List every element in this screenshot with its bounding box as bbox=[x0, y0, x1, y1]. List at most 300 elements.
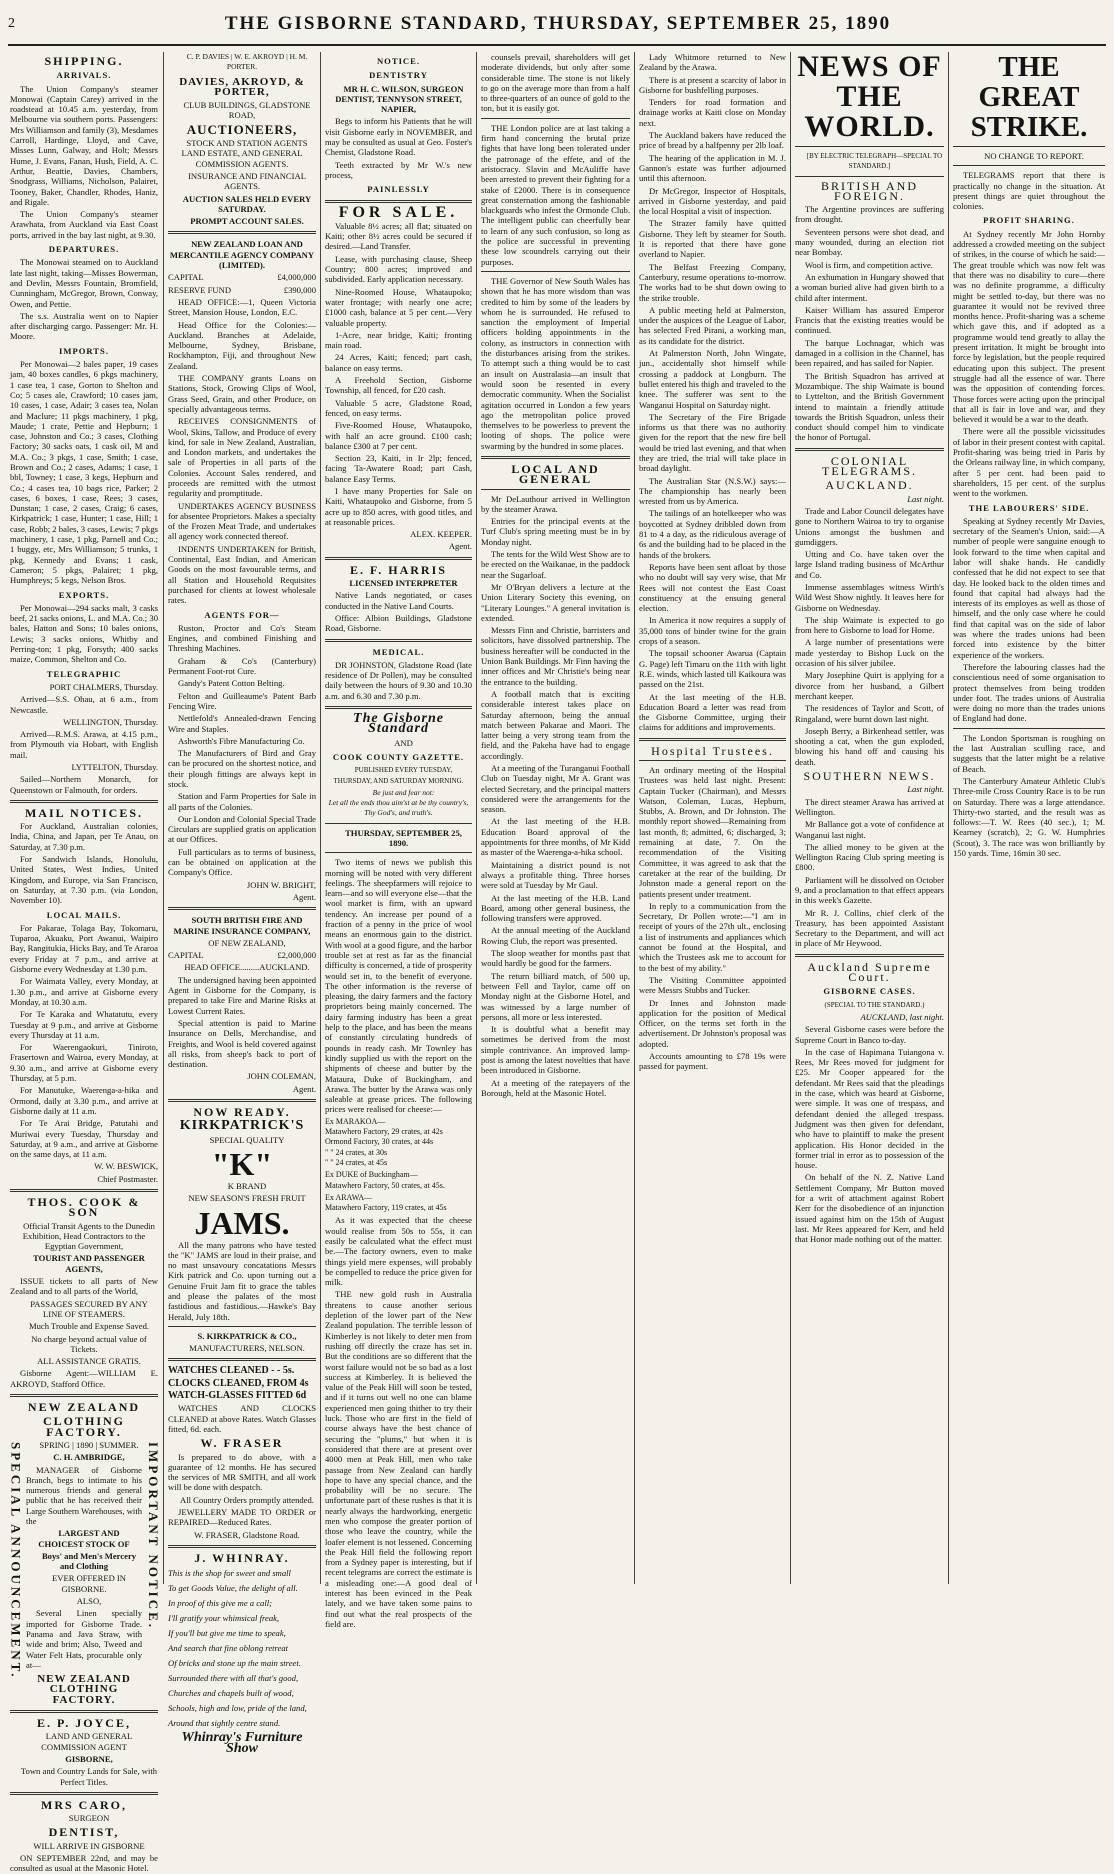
news-item: The British Squadron has arrived at Mozambique. The ship Waimate is bound to Lyttelton, and the British Government intend to maintain a friendly attitude towards the British Squadron, unless their conduct should compel him to vindicate the honor of Portugal. bbox=[795, 370, 944, 443]
harris-heading: E. F. HARRIS bbox=[350, 562, 447, 577]
sale-text: Valuable 8½ acres; all flat; situated on Kaiti; other 8½ acres could be secured if desired.—Land Transfer. bbox=[325, 220, 472, 252]
local-mail-text: For Waimata Valley, every Monday, at 1.30 p.m., and arrive at Gisborne every Monday, at 10.30 a.m. bbox=[10, 976, 158, 1007]
cook-text: ISSUE tickets to all parts of New Zealand and to all parts of the World, bbox=[10, 1276, 158, 1297]
column-great-strike bbox=[953, 52, 1105, 1584]
divider bbox=[795, 176, 944, 177]
nzloan-text: RECEIVES CONSIGNMENTS of Wool, Skins, Tallow, and Produce of every kind, for sale in New Zealand, Australian, and London markets, and undertakes the sale of Properties in all parts of the Colonies. Account Sales rendered, and proceeds are remitted with the utmost regularity and promptitude. bbox=[168, 416, 316, 499]
nzloan-text: INDENTS UNDERTAKEN for British, Continental, East Indian, and American Goods on the most favourable terms, and all Station and Household Requisites purchased for clients at lowest wholesale rates. bbox=[168, 543, 316, 606]
divider bbox=[10, 1710, 158, 1713]
divider bbox=[168, 231, 316, 234]
nz-clothing-ad bbox=[8, 1400, 161, 1706]
coleman-name: JOHN COLEMAN, bbox=[247, 1071, 316, 1082]
agents-text: Station and Farm Properties for Sale in all parts of the Colonies. bbox=[168, 791, 316, 812]
divider bbox=[168, 1358, 316, 1361]
nz-stock-3: EVER OFFERED IN GISBORNE. bbox=[51, 1573, 126, 1594]
divider bbox=[639, 760, 786, 761]
local-item: A football match that is exciting considerable interest takes place on Saturday afternoon, being the annual match between Pakarae and Maori. The latter being a very strong team from the field, and the Pakeha have had to engage accordingly. bbox=[481, 688, 630, 761]
divider bbox=[481, 118, 630, 119]
cook-heading: THOS. COOK & SON bbox=[27, 1194, 141, 1220]
divider bbox=[10, 800, 158, 803]
local-item: Dr McGregor, Inspector of Hospitals, arrived in Gisborne yesterday, and paid the local Hospital a visit of inspection. bbox=[639, 185, 786, 217]
mail-text: For Auckland, Australian colonies, India, China, and Japan, per Te Anau, on Saturday, at 7.30 p.m. bbox=[10, 821, 158, 852]
harris-text: Native Lands negotiated, or cases conducted in the Native Land Courts. bbox=[325, 590, 472, 611]
paper-pub: PUBLISHED EVERY TUESDAY, THURSDAY, AND SATURDAY MORNING. bbox=[333, 766, 464, 785]
news-item: The allied money to be given at the Wellington Racing Club spring meeting is £800. bbox=[795, 841, 944, 873]
bright-name: JOHN W. BRIGHT, bbox=[246, 879, 316, 890]
editorial-text: counsels prevail, shareholders will get moderate dividends, but only after some considerable time. The stone is not likely to go on the average more than from a half to three-quarters of an ounce of gold to the ton, but it is easily got. bbox=[481, 52, 630, 114]
editorial-text: As it was expected that the cheese would realise from 50s to 55s, it can easily be calculated what the effect must be.—The factory owners, even to make things yield mere expenses, will probably be compelled to reduce the price given for milk. bbox=[325, 1215, 472, 1288]
capital-label: CAPITAL bbox=[168, 272, 204, 283]
cook-sub: Official Transit Agents to the Dunedin Exhibition, Head Contractors to the Egyptian Government, bbox=[22, 1220, 155, 1252]
imports-text: Per Monowai—2 bales paper, 19 cases jam, 40 boxes candles, 6 pkgs machinery, 1 case tea, 1 case, Gorton to Shelton and Co; 5 cases ale, Crawford; 10 cases jam, 10 cases, 1 case, Adair; 3 cases tea, Nolan and Maclure; 11 pkgs machinery, 1 pkg, Maude; 1 crate, Pettie and Hepburn; 1 case, Johnston and Co.; 3 cases, Clothing Factory; 30 sacks oats, 1 cask oil, M and M.A. Co.; 3 pkgs, 1 case, Smith; 1 case, Brown and Co.; 2 cases, Adams; 1 case, 1 bbl, Towney; 1 case, 3 kegs, Hepburn and Co.; 4 cases tea, 10 bags rice, Parker; 2 cases, 6 boxes, 1 case, Rees; 3 cases, Dunstan; 1 case, 2 cases, Craig; 6 cases, Kirkpatrick; 1 case, Hunter; 1 case, Hill; 1 case, Robb; 2 bales, 3 cases, Lewis; 7 pkgs machinery, 1 case, 1 pkg, Parnell and Co.; 1 buggy, etc, Mrs Williamson; 5 trunks, 1 pkg, Kennedy and Evans; 1 cask, Cameron; 5 pkgs, Palairet; 1 pkg, Humphreys; 5 kegs, Nelson Bros. bbox=[10, 359, 158, 586]
editorial-text: THE new gold rush in Australia threatens to cause another serious depletion of the lower part of the New Zealand population. The terrible lesson of Kimberley is not likely to deter men from rushing off directly the craze has set in. But the conditions are so different that the worst failure would not be so bad as a lost success at Kimberley. It is believed the value of the Peak Hill will soon be tested, and if it turns out well no one can blame experienced men going thither to try their luck. Those who are first in the field of course always have the best chance of securing the "plums," but when it is considered that there are at present over 4000 men at Peak Hill, men who take passage from New Zealand can hardly hope to have any special chance, and the probability will be no secure. The unfortunate part of these rushes is that it is nearly always the hardworking, energetic men who compose the greater portion of those who leave the country, while the loafer element is not lessened. Concerning the Peak Hill field the following report from a Sydney paper is interesting, but if recent telegrams are correct the estimate is a misleading one:—A good deal of interest has been evinced in the Peak lately, and we have taken some pains to find out what the real prospects of the field are. bbox=[325, 1289, 472, 1629]
hospital-text: Dr Innes and Johnston made application for the position of Medical Officer, on the terms set forth in the advertisement. Dr Johnston's proposal was adopted. bbox=[639, 997, 786, 1049]
agents-text: Full particulars as to terms of business, can be obtained on application at the Company's Office. bbox=[168, 846, 316, 878]
kirk-sub: SPECIAL QUALITY bbox=[209, 1134, 285, 1145]
local-item: It is doubtful what a benefit may sometimes be derived from the most simple contrivance. An improved lamp-post is among the latest novelties that have been introduced in Gisborne. bbox=[481, 1024, 630, 1076]
firm-name: DAVIES, AKROYD, & PORTER, bbox=[179, 75, 305, 98]
sbfm-text: The undersigned having been appointed Agent in Gisborne for the Company, is prepared to take Fire and Marine Risks at Lowest Current Rates. bbox=[168, 974, 316, 1016]
colonial-heading: COLONIAL TELEGRAMS. bbox=[822, 453, 917, 479]
arrivals-heading: ARRIVALS. bbox=[56, 70, 112, 81]
local-item: At a meeting of the Turanganui Football Club on Tuesday night, Mr A. Grant was elected Secretary, and the principal matters considered were the arrangements for the season. bbox=[481, 763, 630, 815]
caro-text: WILL ARRIVE IN GISBORNE bbox=[33, 1840, 145, 1851]
tele-text: Arrived—S.S. Ohau, at 6 a.m., from Newcastle. bbox=[10, 694, 158, 715]
local-item: Messrs Finn and Christie, barristers and solicitors, have dissolved partnership. The business hereafter will be conducted in the Union Bank Buildings. Mr Finn having the inner offices and Mr Christie's being near the entrance to the building. bbox=[481, 625, 630, 687]
agents-text: Ashworth's Fibre Manufacturing Co. bbox=[178, 735, 305, 746]
sbfm-heading: SOUTH BRITISH FIRE AND MARINE INSURANCE COMPANY, bbox=[173, 915, 311, 936]
local-item: A public meeting held at Palmerston, under the auspices of the League of Labor, has selected Fred Pirani, a working man, as its candidate for the district. bbox=[639, 304, 786, 346]
for-sale-heading: FOR SALE. bbox=[338, 203, 459, 221]
news-item: Mary Josephine Quirt is applying for a divorce from her husband, a Gilbert merchant keeper. bbox=[795, 670, 944, 701]
capital-line bbox=[168, 272, 316, 282]
arrivals-text-2: The Union Company's steamer Arawhata, from Auckland via East Coast ports, arrived in the bay last night, at 9.30. bbox=[10, 209, 158, 240]
nzloan-text: Head Office for the Colonies:—Auckland. Branches at Adelaide, Melbourne, Sydney, Brisbane, Rockhampton, Fiji, and throughout New Zealand. bbox=[168, 319, 316, 371]
departures-text-2: The s.s. Australia went on to Napier after discharging cargo. Passenger: Mr. H. Moore. bbox=[10, 310, 158, 342]
tele-place: WELLINGTON, Thursday. bbox=[63, 716, 158, 727]
editorial-text: THE London police are at last taking a firm hand concerning the brutal prize fights that have long been tolerated under the patronage of the effete, and of the aristocracy. Slavin and McAuliffe have been arrested to prevent their fighting for a stake of £2000. There is in consequence great consternation among the fashionable blackguards who infest the Ormonde Club. The intelligent public can cheerfully bear to learn of any such confusion, so long as the police are successful in preventing these low scoundrels carrying out their purposes. bbox=[481, 122, 630, 267]
hospital-heading: Hospital Trustees. bbox=[651, 743, 774, 758]
strike-text: TELEGRAMS report that there is practically no change in the situation. At present things are quiet throughout the colonies. bbox=[953, 170, 1105, 212]
news-item: The Argentine provinces are suffering from drought. bbox=[795, 204, 944, 225]
column-rule bbox=[163, 52, 164, 1584]
sale-text: Valuable 5 acre, Gladstone Road, fenced, on easy terms. bbox=[325, 397, 472, 418]
joyce-text: LAND AND GENERAL COMMISSION AGENT bbox=[41, 1731, 133, 1752]
medical-heading: MEDICAL. bbox=[372, 646, 425, 657]
agents-text: Nettlefold's Annealed-drawn Fencing Wire and Staples. bbox=[168, 713, 316, 734]
local-mail-text: For Pakarae, Tolaga Bay, Tokomaru, Tuparoa, Akuaku, Port Awanui, Waipiro Bay, Rangitukia, Hicks Bay, and Te Araroa every Friday at 7 p.m., and arrive at Gisborne every Wednesday at 1.30 p.m. bbox=[10, 922, 158, 975]
news-item: Wool is firm, and competition active. bbox=[805, 259, 933, 270]
masthead bbox=[8, 4, 1108, 44]
divider bbox=[953, 728, 1105, 729]
local-item: The Strazer family have quitted Gisborne. They left by steamer for South. It is reported that there have gone overland to Napier. bbox=[639, 218, 786, 260]
nz-title: NEW ZEALAND bbox=[27, 1400, 141, 1415]
strike-text: Speaking at Sydney recently Mr Davies, secretary of the Seamen's Union, said:—A number of people were sanguine enough to look forward to the time when capital and labor will shake hands. He candidly confessed that he did not expect to see that day. He looked back to the olden times and found that capital had always had the interests of its employes as well as those of himself, and the only case where he could find that capital was on the side of labor was where the trades unions had been forced into existence by the bitter experience of the workers. bbox=[953, 515, 1105, 660]
fraser-text: WATCHES AND CLOCKS CLEANED at above Rates. Watch Glasses fitted, 6d. each. bbox=[168, 1403, 316, 1434]
newspaper-title: THE GISBORNE STANDARD, THURSDAY, SEPTEMBER 25, 1890 bbox=[224, 13, 892, 34]
local-item: At the last meeting of the H.B. Land Board, among other general business, the following transfers were approved. bbox=[481, 892, 630, 924]
tele-text: Arrived—R.M.S. Arawa, at 4.15 p.m., from Plymouth via Hobart, with English mail. bbox=[10, 729, 158, 760]
news-item: Immense assemblages witness Wirth's Wild West Show nightly. It leaves here for Gisborne on Wednesday. bbox=[795, 581, 944, 613]
local-mail-text: For Te Arai Bridge, Patutahi and Muriwai every Tuesday, Thursday and Saturday, at 9 a.m., and arrive at Gisborne on the same days, at 11 a.m. bbox=[10, 1118, 158, 1160]
cheese-prices: Ex MARAKOA— Matawhero Factory, 29 crates, at 42s Ormond Factory, 30 crates, at 44s " " 24 crates, at 30s " " 24 crates, at 45s bbox=[325, 1116, 443, 1167]
news-item: The ship Waimate is expected to go from here to Gisborne to load for Home. bbox=[795, 614, 944, 636]
kirk-k: "K" bbox=[211, 1145, 273, 1182]
caro-text-2: ON SEPTEMBER 22nd, and may be consulted as usual at the Masonic Hotel. bbox=[10, 1853, 158, 1874]
divider bbox=[795, 146, 944, 147]
local-item: The Australian Star (N.S.W.) says:—The championship has nearly been wrested from us by America. bbox=[639, 475, 786, 507]
news-of-world-heading: NEWS OF THE WORLD. bbox=[797, 50, 942, 143]
local-item: At the annual meeting of the Auckland Rowing Club, the report was presented. bbox=[481, 925, 630, 946]
capital-value: £4,000,000 bbox=[277, 272, 316, 283]
divider bbox=[953, 146, 1105, 147]
local-mail-text: For Manutuke, Waerenga-a-hika and Ormond, daily at 3.30 p.m., and arrive at Gisborne daily at 11 a.m. bbox=[10, 1085, 158, 1116]
tele-text: Sailed—Northern Monarch, for Queenstown or Falmouth, for orders. bbox=[10, 774, 158, 795]
cook-text-3: Much Trouble and Expense Saved. bbox=[28, 1321, 150, 1332]
local-item: Mr O'Bryan delivers a lecture at the Union Literary Society this evening, on "Literary Lounges." A general invitation is extended. bbox=[481, 581, 630, 623]
wilson-text: Begs to inform his Patients that he will visit Gisborne early in NOVEMBER, and may be consulted as usual at Geo. Foster's Chemist, Gladstone Road. bbox=[325, 116, 472, 158]
news-item: The direct steamer Arawa has arrived at Wellington. bbox=[795, 796, 944, 817]
local-item: Lady Whitmore returned to New Zealand by the Arawa. bbox=[639, 52, 786, 73]
departures-heading: DEPARTURES. bbox=[48, 244, 120, 255]
now-ready-heading: NOW READY. bbox=[193, 1105, 291, 1120]
column-local bbox=[481, 52, 630, 1584]
nzloan-heading: NEW ZEALAND LOAN AND MERCANTILE AGENCY COMPANY (LIMITED). bbox=[169, 239, 315, 271]
paper-and: AND bbox=[394, 737, 413, 748]
cook-sub-2: TOURIST AND PASSENGER AGENTS, bbox=[33, 1253, 145, 1274]
nz-season: SPRING | 1890 | SUMMER. bbox=[39, 1439, 139, 1450]
harris-sub: LICENSED INTERPRETER bbox=[349, 578, 458, 589]
sbfm-text: Special attention is paid to Marine Insurance on Dells, Merchandise, and Freights, and Wool is held covered against all risks, from sheep's back to port of destination. bbox=[168, 1017, 316, 1070]
column-local-continued bbox=[639, 52, 786, 1584]
johnston-text: DR JOHNSTON, Gladstone Road (late residence of Dr Pollen), may be consulted daily between the hours of 9.30 and 10.30 a.m. and 6.30 and 7.30 p.m. bbox=[325, 659, 472, 701]
mail-heading: MAIL NOTICES. bbox=[24, 805, 144, 820]
local-item: At the last meeting of the H.B. Education Board approval of the appointments for three months, of Mr Kidd as master of the Waerenga-a-hika school. bbox=[481, 816, 630, 858]
news-item: Parliament will be dissolved on October 9, and a proclamation to that effect appears in this week's Gazette. bbox=[795, 874, 944, 906]
exports-heading: EXPORTS. bbox=[58, 589, 110, 600]
divider bbox=[168, 1545, 316, 1548]
local-item: At a meeting of the ratepayers of the Borough, held at the Masonic Hotel. bbox=[481, 1077, 630, 1098]
exports-text: Per Monowai—294 sacks malt, 3 casks beef, 21 sacks onions, L. and M.A. Co.; 30 bales, Hatton and Sons; 10 bales onions, Lewis; 3 sacks onions, Whitby and Perring-ton; 1 pkg, Forsyth; 400 sacks maize, Common, Shelton and Co. bbox=[10, 602, 158, 665]
divider bbox=[10, 1394, 158, 1397]
news-item: The barque Lochnagar, which was damaged in a collision in the Channel, has been repaired, and has sailed for Napier. bbox=[795, 337, 944, 369]
divider bbox=[325, 639, 472, 642]
whinray-footer: Whinray's Furniture Show bbox=[181, 1730, 303, 1756]
cheese-prices-3: Ex ARAWA— Matawhero Factory, 119 crates, at 45s bbox=[325, 1192, 447, 1213]
divider bbox=[481, 271, 630, 272]
news-item: The residences of Taylor and Scott, of Ringaland, were burnt down last night. bbox=[795, 703, 944, 724]
local-item: Tenders for road formation and drainage works at Kaiti close on Monday next. bbox=[639, 97, 786, 128]
local-item: At Palmerston North, John Wingate, jun., accidentally shot himself while crossing a paddock at Longburn. The bullet entered his thigh and traveled to the knee. The sufferer was sent to the Wanganui Hospital on Saturday night. bbox=[639, 348, 786, 410]
local-item: The hearing of the application in M. J. Gannon's estate was further adjourned until this afternoon. bbox=[639, 152, 786, 184]
kirk-new: NEW SEASON'S FRESH FRUIT bbox=[188, 1193, 306, 1204]
joyce-heading: E. P. JOYCE, bbox=[37, 1716, 131, 1731]
news-sub: [BY ELECTRIC TELEGRAPH—SPECIAL TO STANDARD.] bbox=[806, 152, 943, 171]
editorial-text: THE Governor of New South Wales has shown that he has more wisdom than was credited to him by some of the leaders by whom he is surrounded. He refused to sanction the employment of Imperial officers holding appointments in the colony, as instructors in connection with the disturbances arising from the strikes. To attempt such a thing would be to cast an insult on Australasia—an insult that would soon be resented in every democratic community. When the Socialist agitation occurred in London a few years ago the metropolitan police proved themselves to be powerless to prevent the looting of shops. The police were swarming by the hundred in some places. bbox=[481, 275, 630, 451]
news-item: Utting and Co. have taken over the large Island trading business of McArthur and Co. bbox=[795, 549, 944, 580]
reserve-line bbox=[168, 285, 316, 295]
court-dateline: AUCKLAND, last night. bbox=[860, 1011, 944, 1022]
divider bbox=[325, 557, 472, 560]
local-item: The topsail schooner Awarua (Captain G. Page) left Timaru on the 11th with light R.E. winds, which lasted till Kaikoura was passed on the 21st. bbox=[639, 648, 786, 690]
divider bbox=[325, 823, 472, 824]
local-item: Reports have been sent afloat by those who no doubt will say very wise, that Mr Rees will not contest the East Coast constituency at the ensuing general election. bbox=[639, 561, 786, 614]
local-item: The Auckland bakers have reduced the price of bread by a halfpenny per 2lb loaf. bbox=[639, 130, 786, 151]
divider bbox=[168, 1099, 316, 1102]
reserve-label: RESERVE FUND bbox=[168, 284, 232, 295]
hospital-text: Accounts amounting to £78 19s were passed for payment. bbox=[639, 1051, 786, 1072]
court-item: On behalf of the N. Z. Native Land Settlement Company, Mr Button moved for a writ of attachment against Robert Kerr for the disobedience of an injunction issued against him on the 15th of August last. Mr Rees appeared for Kerr, and held that Honor made nothing out of the matter. bbox=[795, 1172, 944, 1245]
court-item: Several Gisborne cases were before the Supreme Court in Banco to-day. bbox=[795, 1024, 944, 1045]
wilson-heading: MR H. C. WILSON, SURGEON DENTIST, TENNYSON STREET, NAPIER, bbox=[335, 83, 464, 115]
departures-text: The Monowai steamed on to Auckland late last night, taking—Misses Bowerman, and Devlin, Messrs Fountain, Bromfield, Cunningham, McGregor, Brown, Conway, Owen, and Pettie. bbox=[10, 257, 158, 309]
fraser-text-4: JEWELLERY MADE TO ORDER or REPAIRED—Reduced Rates. bbox=[168, 1507, 316, 1528]
column-rule bbox=[790, 52, 791, 1584]
caro-dentist: DENTIST, bbox=[48, 1825, 120, 1840]
tele-place: PORT CHALMERS, Thursday. bbox=[49, 681, 158, 692]
telegraphic-heading: TELEGRAPHIC bbox=[46, 668, 122, 679]
painless-heading: PAINLESSLY bbox=[367, 184, 430, 195]
clocks-line: CLOCKS CLEANED, FROM 4s bbox=[168, 1377, 309, 1389]
sbfm-capital-label: CAPITAL bbox=[168, 950, 204, 961]
local-item: The Secretary of the Fire Brigade informs us that there was no authority given for the report that the new fire bell would be tried last evening, and that when they are tried, the trial will take place in broad daylight. bbox=[639, 411, 786, 474]
divider bbox=[481, 456, 630, 459]
local-item: Mr DeLauthour arrived in Wellington by the steamer Arawa. bbox=[481, 493, 630, 514]
firm-address: CLUB BUILDINGS, GLADSTONE ROAD, bbox=[183, 100, 311, 121]
harris-text-2: Office: Albion Buildings, Gladstone Road, Gisborne. bbox=[325, 612, 472, 634]
court-item: In the case of Hapimana Tuiangona v. Rees, Mr Rees moved for judgment for £25. Mr Cooper appeared for the defendant. Mr Rees said that the pleadings in the case, which was heard at Gisborne, were simple. It was one of trespass, and defendant denied the alleged trespass. Judgment was then given for defendant, who have to plaintiff to make the present application. His Honor decided in the former trial in error as to possession of the house. bbox=[795, 1046, 944, 1171]
mail-text-2: For Sandwich Islands, Honolulu, United States, West Indies, United Kingdom, and Europe, via San Francisco, on Saturday, at 7.30 p.m. (via London, November 10). bbox=[10, 854, 158, 906]
divider bbox=[639, 738, 786, 741]
local-mails-heading: LOCAL MAILS. bbox=[46, 909, 122, 920]
divider bbox=[168, 1326, 316, 1327]
kirk-footer: S. KIRKPATRICK & CO., bbox=[197, 1330, 297, 1341]
kirk-footer-2: MANUFACTURERS, NELSON. bbox=[189, 1343, 305, 1354]
divider bbox=[953, 165, 1105, 166]
divider bbox=[795, 954, 944, 957]
sbfm-office: HEAD OFFICE.........AUCKLAND. bbox=[184, 962, 310, 973]
postmaster-name: W. W. BESWICK, bbox=[94, 1161, 158, 1172]
local-item: In America it now requires a supply of 35,000 tons of binder twine for the grain crops of a season. bbox=[639, 615, 786, 647]
coleman-title: Agent. bbox=[292, 1083, 316, 1094]
local-item: The return billiard match, of 500 up, between Fell and Taylor, came off on Monday night at the Gisborne Hotel, and was witnessed by a large number of persons, all more or less interested. bbox=[481, 970, 630, 1022]
gisborne-cases-heading: GISBORNE CASES. bbox=[823, 986, 916, 997]
sale-text: Five-Roomed House, Whataupoko, with half an acre ground. £100 cash; balance £300 at 7 per cent. bbox=[325, 420, 472, 451]
news-item: Mr Ballance got a vote of confidence at Wanganui last night. bbox=[795, 819, 944, 840]
joyce-text-2: Town and Country Lands for Sale, with Perfect Titles. bbox=[20, 1766, 158, 1787]
nz-text: MANAGER of Gisborne Branch, begs to intimate to his numerous friends and general public that he has received their Large Southern Warehouses, with the bbox=[26, 1464, 142, 1526]
sale-text: 24 Acres, Kaiti; fenced; part cash, balance on easy terms. bbox=[325, 352, 472, 373]
nz-also: ALSO, bbox=[76, 1596, 102, 1607]
notice-heading: NOTICE. bbox=[376, 56, 421, 66]
shipping-heading: SHIPPING. bbox=[44, 54, 124, 68]
agents-text: Graham & Co's (Canterbury) Permanent Foot-rot Cure. bbox=[168, 655, 316, 677]
nzloan-text: THE COMPANY grants Loans on Stations, Stock, Growing Clips of Wool, Grass Seed, Grain, and other Produce, on specially advantageous terms. bbox=[168, 373, 316, 414]
cook-text-5: ALL ASSISTANCE GRATIS. bbox=[37, 1356, 141, 1367]
paper-motto: Be just and fear not: Let all the ends thou aim'st at be thy country's, Thy God's, and truth's. bbox=[328, 787, 469, 818]
southern-dateline: Last night. bbox=[907, 784, 944, 795]
watches-line: WATCHES CLEANED - - 5s. bbox=[168, 1365, 295, 1377]
keeper-name: ALEX. KEEPER. bbox=[410, 529, 472, 540]
divider bbox=[10, 1189, 158, 1192]
nz-stock: LARGEST AND CHOICEST STOCK OF bbox=[38, 1528, 130, 1549]
column-shipping bbox=[8, 52, 161, 1874]
auc-sale: AUCTION SALES HELD EVERY SATURDAY. bbox=[182, 193, 312, 214]
auckland-heading: AUCKLAND. bbox=[825, 478, 914, 493]
paper-sub: COOK COUNTY GAZETTE. bbox=[332, 751, 465, 762]
fraser-text-3: All Country Orders promptly attended. bbox=[180, 1494, 314, 1505]
keeper-title: Agent. bbox=[448, 541, 472, 552]
divider bbox=[795, 448, 944, 451]
local-item: There is at present a scarcity of labor in Gisborne for bushfelling purposes. bbox=[639, 74, 786, 95]
news-item: Kaiser William has assured Emperor Francis that the existing treaties would be continued. bbox=[795, 304, 944, 336]
cheese-prices-2: Ex DUKE of Buckingham— Matawhero Factory, 50 crates, at 45s. bbox=[325, 1170, 445, 1190]
column-editorial bbox=[325, 52, 472, 1629]
auckland-dateline: Last night. bbox=[907, 493, 944, 504]
local-item: Maintaining a district pound is not always a profitable thing. Three horses were sold at Tuesday by Mr Gaul. bbox=[481, 859, 630, 891]
fraser-footer: W. FRASER, Gladstone Road. bbox=[194, 1529, 300, 1540]
divider bbox=[168, 907, 316, 910]
sbfm-sub: OF NEW ZEALAND, bbox=[208, 937, 286, 948]
nz-manager: C. H. AMBRIDGE, bbox=[53, 1452, 125, 1463]
court-sub: (SPECIAL TO THE STANDARD.) bbox=[824, 1000, 925, 1009]
dentistry-heading: DENTISTRY bbox=[369, 70, 428, 81]
hospital-text: An ordinary meeting of the Hospital Trustees was held last night. Present: Captain Tucker (Chairman), and Messrs Watson, Coleman, Lucas, Hepburn, Stubbs, A. Brown, and Dr Johnston. The monthly report showed—Remaining from last month, 8; admitted, 6; discharged, 3; remaining at date, 7. On the recommendation of the Visiting Committee, it was agreed to ask that the caretaker at the rear of the building. Dr Johnston made a general report on the patients present under treatment. bbox=[639, 765, 786, 899]
imports-heading: IMPORTS. bbox=[59, 345, 109, 356]
local-mail-text: For Te Karaka and Whatatutu, every Tuesday at 9 p.m., and arrive at Gisborne every Thursday at 11 a.m. bbox=[10, 1009, 158, 1040]
news-item: A large number of presentations were made yesterday to Bishop Luck on the occasion of his silver jubilee. bbox=[795, 637, 944, 669]
news-item: Joseph Berry, a Birkenhead settler, was shooting a cat, when the gun exploded, blowing his hand off and causing his death. bbox=[795, 725, 944, 767]
sale-text: I have many Properties for Sale on Kaiti, Whataupoko and Gisborne, from 5 acre up to 850 acres, with good titles, and at reasonable prices. bbox=[325, 485, 472, 527]
sbfm-capital-value: £2,000,000 bbox=[277, 950, 316, 961]
caro-sub: SURGEON bbox=[68, 1813, 110, 1824]
sale-text: Lease, with purchasing clause, Sheep Country; 800 acres; improved and subdivided. Early application necessary. bbox=[325, 253, 472, 285]
kirk-jams: JAMS. bbox=[194, 1204, 290, 1241]
paper-date: THURSDAY, SEPTEMBER 25, 1890. bbox=[345, 827, 462, 848]
agents-for-heading: AGENTS FOR— bbox=[204, 609, 280, 620]
news-item: An exhumation in Hungary showed that a woman buried alive had given birth to a child after interment. bbox=[795, 271, 944, 303]
arrivals-text: The Union Company's steamer Monowai (Captain Carey) arrived in the roadstead at 10.45 a.m. yesterday, from Melbourne via southern ports. Passengers: Mrs Williamson and family (3), Mesdames Carroll, Hardinge, Lloyd, and Cave, Misses Lunn, Galway, and Holt; Messrs Hume, J. Evans, Fanan, Hush, Field, A. C. Arthur, Beattie, Davies, Chambers, Snodgrass, Williams, Nicholson, Palairet, Tooney, Baker, Chandler, Rhodes, Haniz, and Rigale. bbox=[10, 83, 158, 207]
divider bbox=[481, 489, 630, 490]
paper-nameplate: The Gisborne Standard bbox=[353, 711, 444, 737]
wilson-text-2: Teeth extracted by Mr W.'s new process, bbox=[325, 159, 472, 180]
nz-title-2: CLOTHING FACTORY. bbox=[42, 1414, 125, 1439]
great-strike-heading: THE GREAT STRIKE. bbox=[970, 51, 1088, 143]
strike-text: The London Sportsman is roughing on the last Australian sculling race, and suggests that the latter might be a relative of Beach. bbox=[953, 732, 1105, 774]
strike-text: Therefore the labouring classes had the conscientious need of some organisation to protect themselves from being trodden under foot. The trades unions of Australia were doing no more than the trades unions of England had done. bbox=[953, 661, 1105, 724]
postmaster-title: Chief Postmaster. bbox=[97, 1173, 158, 1184]
divider bbox=[10, 1792, 158, 1795]
hospital-text: The Visiting Committee appointed were Messrs Stubbs and Tucker. bbox=[639, 974, 786, 996]
agents-text: Ruston, Proctor and Co's Steam Engines, and combined Finishing and Threshing Machines. bbox=[168, 622, 316, 654]
column-advertisements bbox=[168, 52, 316, 1756]
strike-sub: NO CHANGE TO REPORT. bbox=[984, 151, 1084, 161]
column-rule bbox=[320, 52, 321, 1584]
hospital-text: In reply to a communication from the Secretary, Dr Pollen wrote:—"I am in receipt of yours of the 27th ult., enclosing a list of instruments and appliances which cannot be found at the Hospital, and which the Trustees ask me to account for to the best of my ability." bbox=[639, 900, 786, 973]
bright-title: Agent. bbox=[292, 891, 316, 902]
agents-text: The Manufacturers of Bird and Gray can be procured on the shortest notice, and their plough fittings are always kept in stock. bbox=[168, 748, 316, 789]
auc-sale-2: PROMPT ACCOUNT SALES. bbox=[190, 216, 304, 227]
cook-text-2: PASSAGES SECURED BY ANY LINE OF STEAMERS. bbox=[30, 1298, 148, 1319]
nz-text-2: Several Linen specially imported for Gisborne Trade. Panama and Java Straw, with wide and brim; Also, Tweed and Water Felt Hats, procurable only at— bbox=[26, 1608, 142, 1670]
column-news-of-world bbox=[795, 52, 944, 1584]
whinray-poem: This is the shop for sweet and small To get Goods Value, the delight of all. In proof of this give me a call; I'll gratify your whimsical freak, If you'll but give me time to speak, And search that fine oblong retreat Of bricks and stone up the main street. Surrounded there with all that's good, Churches and chapels built of wood, Schools, high and low, pride of the land, Around that sightly centre stand. bbox=[168, 1568, 307, 1729]
agents-text: Gandy's Patent Cotton Belting. bbox=[178, 678, 285, 689]
divider bbox=[325, 706, 472, 709]
local-item: At the last meeting of the H.B. Education Board a letter was read from the Gisborne Committee, urging their claims for additions and improvements. bbox=[639, 691, 786, 733]
strike-text: The Canterbury Amateur Athletic Club's Three-mile Cross Country Race is to be run on Saturday. There was a large attendance. Thirty-two started, and the result was as follows:—T. W. Rees (40 sec.), 1; M. Kearney (scratch), 2; G. W. Humphries (Scout), 3. The race was won brilliantly by 150 yards. Time, 16min 30 sec. bbox=[953, 775, 1105, 858]
local-item: The tailings of an hotelkeeper who was boycotted at Sydney dribbled down from 81 to 4 a day, as the ridiculous average of 6s and the building had to be placed in the hands of the brokers. bbox=[639, 508, 786, 560]
nzloan-text: UNDERTAKES AGENCY BUSINESS for absentee Proprietors. Makes a specialty of the Frozen Meat Trade, and undertakes all agency work connected thereof. bbox=[168, 500, 316, 542]
joyce-place: GISBORNE, bbox=[65, 1753, 113, 1764]
auctioneers-heading: AUCTIONEERS, bbox=[186, 121, 298, 137]
divider bbox=[325, 200, 472, 203]
nz-stock-2: Boys' and Men's Mercery and Clothing bbox=[41, 1550, 137, 1572]
local-general-heading: LOCAL AND GENERAL bbox=[511, 461, 600, 487]
caro-heading: MRS CARO, bbox=[41, 1797, 127, 1812]
page-number: 2 bbox=[8, 16, 15, 31]
tele-place: LYTTELTON, Thursday. bbox=[71, 762, 158, 772]
supreme-court-heading: Auckland Supreme Court. bbox=[807, 959, 932, 985]
sbfm-capital-line bbox=[168, 950, 316, 960]
cook-text-4: No charge beyond actual value of Tickets. bbox=[31, 1333, 147, 1354]
sale-text: A Freehold Section, Gisborne Township, all fenced, for £20 cash. bbox=[325, 375, 472, 396]
local-item: The Belfast Freezing Company, Canterbury, resume operations to-morrow. The works had to be shut down owing to the strike trouble. bbox=[639, 261, 786, 303]
local-item: The sloop weather for months past that would hardly be good for the farmers. bbox=[481, 948, 630, 969]
column-rule bbox=[476, 52, 477, 1584]
sale-text: Nine-Roomed House, Whataupoko; water frontage; with nearly one acre; £1000 cash, balance at 5 per cent.—Very valuable property. bbox=[325, 286, 472, 328]
news-item: Seventeen persons were shot dead, and many wounded, during an election riot near Bombay. bbox=[795, 226, 944, 258]
reserve-value: £390,000 bbox=[283, 284, 316, 295]
kirk-brand: K BRAND bbox=[227, 1180, 267, 1191]
column-rule bbox=[948, 52, 949, 1584]
sale-text: Section 23, Kaiti, in Ir 2lp; fenced, facing Ta-Awatere Road; part Cash, balance Easy Terms. bbox=[325, 453, 472, 484]
local-mail-text: For Waerengaokuri, Tiniroto, Frasertown and Wairoa, every Monday, at 9.30 a.m., and arrive at Gisborne every Thursday, at 5 p.m. bbox=[10, 1042, 158, 1084]
strike-text: There were all the possible vicissitudes of labor in their present contest with capital. Profit-sharing was being tried in Paris by the Orleans railway line, in which company, after 5 per cent. had been paid to shareholders, 15 per cent. of the surplus went to the workmen. bbox=[953, 426, 1105, 499]
labourers-heading: THE LABOURERS' SIDE. bbox=[968, 502, 1090, 513]
fraser-heading: W. FRASER bbox=[200, 1436, 284, 1451]
southern-heading: SOUTHERN NEWS. bbox=[803, 769, 936, 784]
agents-text: Our London and Colonial Special Trade Circulars are supplied gratis on application at our Offices. bbox=[168, 813, 316, 845]
sale-text: 1-Acre, near bridge, Kaiti; fronting main road. bbox=[325, 329, 472, 351]
auc-text: STOCK AND STATION AGENTS LAND ESTATE, AND GENERAL COMMISSION AGENTS. bbox=[181, 138, 308, 169]
nzloan-text: HEAD OFFICE:—1, Queen Victoria Street, Mansion House, London, E.C. bbox=[168, 296, 316, 318]
cook-agent: Gisborne Agent:—WILLIAM E. AKROYD, Stafford Office. bbox=[10, 1368, 158, 1389]
agents-text: Felton and Guilleaume's Patent Barb Fencing Wire. bbox=[168, 690, 316, 711]
news-item: Mr R. J. Collins, chief clerk of the Treasury, has been appointed Assistant Secretary to the Department, and will act in place of Mr Heywood. bbox=[795, 907, 944, 949]
auc-text-2: INSURANCE AND FINANCIAL AGENTS. bbox=[188, 170, 306, 192]
local-item: The tents for the Wild West Show are to be erected on the Waikanae, in the paddock near the Sugarloaf. bbox=[481, 549, 630, 580]
masthead-rule bbox=[8, 44, 1106, 46]
glasses-line: WATCH-GLASSES FITTED 6d bbox=[168, 1390, 307, 1402]
news-item: Trade and Labor Council delegates have gone to Northern Wairoa to try to organise Unions amongst the bushmen and gumdiggers. bbox=[795, 505, 944, 547]
profit-sharing-heading: PROFIT SHARING. bbox=[983, 215, 1075, 226]
local-item: Entries for the principal events at the Turf Club's spring meeting must be in by Monday night. bbox=[481, 516, 630, 547]
column-rule bbox=[634, 52, 635, 1584]
divider bbox=[325, 852, 472, 853]
important-notice-vertical: IMPORTANT NOTICE. bbox=[146, 1442, 161, 1631]
british-heading: BRITISH AND FOREIGN. bbox=[820, 178, 918, 203]
strike-text: At Sydney recently Mr John Hornby addressed a crowded meeting on the subject of strikes, in the course of which he said:—The great trouble which was now felt was that there was no disability to cure—there was no definite programme, a difficulty might be settled to-day, but there was no guarantee it would not be revived three months hence. Profit-sharing was a scheme which gave this, and if adopted as a programme would tend greatly to allay the present irritation. It might be brought into force by legislation, but the people required educating upon this subject. The present struggle had all the essence of war. There was the opposition of contending forces. Those forces were acting upon the principal that all is fair in love and war, and they believed it would be a war to the death. bbox=[953, 228, 1105, 425]
fraser-text-2: Is prepared to do above, with a guarantee of 12 months. He has secured the services of MR SMITH, and all work will be done with despatch. bbox=[168, 1451, 316, 1493]
firm-partners: C. P. DAVIES | W. E. AKROYD | H. M. PORTER. bbox=[186, 52, 308, 72]
kirkpatrick-heading: KIRKPATRICK'S bbox=[179, 1118, 305, 1134]
editorial-text: Two items of news we publish this morning will be noted with very different feelings. The sheepfarmers will rejoice to learn—and so will everyone else—that the wool market is firm, with an upward tendency. An increase per pound of a fraction of a penny in the price of wool means an enormous gain to the district. With wool at a good figure, and the harbor trouble set at rest as far as the financial difficulty is concerned, a tide of prosperity would set in, to the benefit of everyone. The other information is the reverse of pleasing, the dairy farmers and the factory proprietors being mainly concerned. The dairy farming industry has been a great help to the place, and has been the means of constantly circulating hundreds of pounds in ready cash. Mr Townley has kindly supplied us with the report on the shipments of cheese and butter by the Mataura, Duke of Buckingham, and Arawa. The butter by the Arawa was only saleable at grease prices. The following prices were realised for cheese:— bbox=[325, 857, 472, 1115]
special-announcement-vertical: SPECIAL ANNOUNCEMENT. bbox=[8, 1442, 24, 1680]
kirk-text: All the many patrons who have tested the "K" JAMS are loud in their praise, and no mast unsavoury concatations Messrs Kirk patrick and Co. upon turning out a Genuine Fruit Jam fit to grace the tables and please the palates of the most fastidious and fastidious.—Hawke's Bay Herald, July 18th. bbox=[168, 1239, 316, 1322]
whinray-heading: J. WHINRAY. bbox=[194, 1550, 290, 1565]
nz-footer: NEW ZEALAND CLOTHING FACTORY. bbox=[37, 1673, 131, 1706]
